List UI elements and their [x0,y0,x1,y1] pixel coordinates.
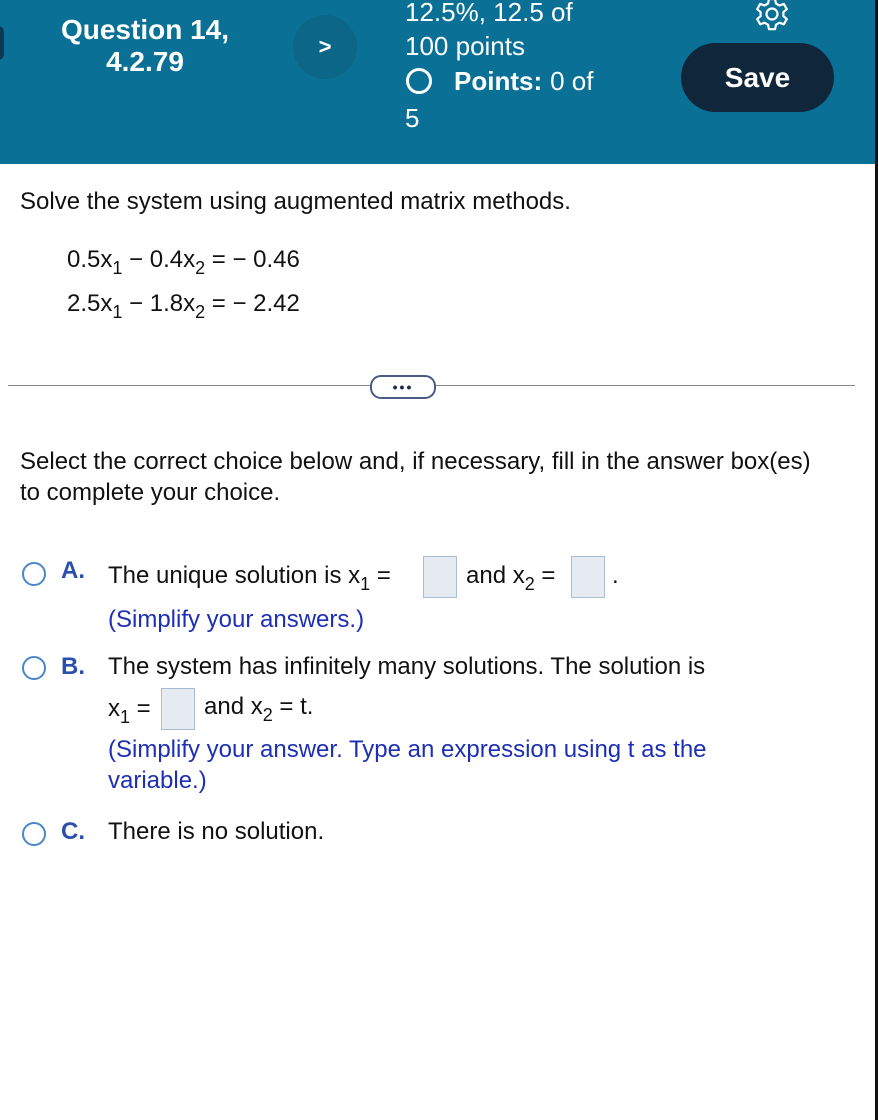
equation-2: $2.5x_1 - 1.8x_2$ = − 2.42 [67,290,300,322]
progress-total: 100 points [405,31,525,61]
points-label: Points: [454,66,543,96]
header-bar [0,0,875,164]
choice-a-letter: A. [61,557,85,584]
points-status [405,66,593,96]
answer-box-x2[interactable] [571,556,605,598]
choice-b-and: and $x_2 = t$. [204,693,314,725]
next-question-button[interactable] [293,15,357,79]
choice-b-letter: B. [61,653,85,680]
choice-a-radio[interactable] [22,562,46,586]
question-title: Question 14, 4.2.79 [60,14,230,77]
choice-c-radio[interactable] [22,822,46,846]
choice-a-and: and $x_2$ = [466,562,556,594]
choice-b-x1: $x_1$ = [108,695,151,727]
gear-icon[interactable] [752,0,792,34]
problem-instruction: Solve the system using augmented matrix methods. [20,188,571,215]
answer-box-x1[interactable] [423,556,457,598]
choice-a-hint: (Simplify your answers.) [108,606,365,633]
points-circle-icon [406,68,432,94]
save-button[interactable]: Save [681,43,834,112]
choice-a-period: . [612,562,619,589]
choice-b-text: The system has infinitely many solutions. The solution is [108,653,706,680]
answer-box-b-x1[interactable] [161,688,195,730]
choice-c-letter: C. [61,818,85,845]
choice-a-text: The unique solution is $x_1$ = [108,562,391,594]
choice-c-text: There is no solution. [108,818,325,845]
points-total: 5 [405,103,420,133]
points-value: 0 of [550,66,594,96]
select-instruction: Select the correct choice below and, if necessary, fill in the answer box(es) to complete your choice. [20,448,811,506]
chevron-right-icon: > [318,34,332,59]
equation-1: $0.5x_1 - 0.4x_2$ = − 0.46 [67,246,300,278]
more-options-button[interactable]: ••• [370,375,436,399]
progress-score: 12.5%, 12.5 of [405,0,573,27]
choice-b-hint: (Simplify your answer. Type an expression using t as the variable.) [108,736,707,794]
choice-b-radio[interactable] [22,656,46,680]
side-panel-handle[interactable] [0,26,4,60]
